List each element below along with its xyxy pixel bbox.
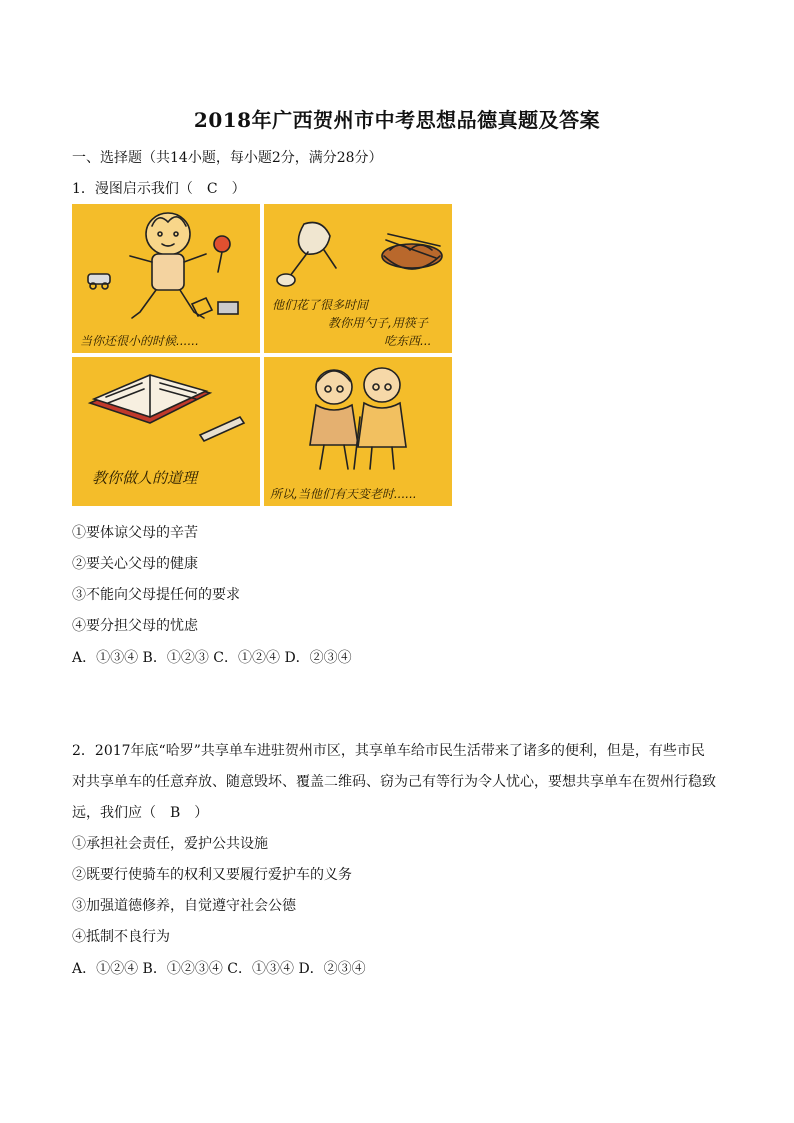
panel1-caption: 当你还很小的时候...... [80, 334, 199, 348]
question-1-option-3: ③不能向父母提任何的要求 [72, 587, 240, 603]
panel4-caption: 所以,当他们有天变老时...... [270, 487, 417, 501]
question-2-option-2: ②既要行使骑车的权利又要履行爱护车的义务 [72, 867, 352, 883]
comic-panel-elderly [264, 357, 452, 506]
question-2-stem-line-1: 2．2017年底“哈罗”共享单车进驻贺州市区，其享单车给市民生活带来了诸多的便利，但是，有些市民 [72, 743, 705, 759]
question-1-stem: 1．漫图启示我们（ C ） [72, 181, 246, 197]
question-1-choices: A．①③④ B．①②③ C．①②④ D．②③④ [72, 650, 352, 666]
section-heading: 一、选择题（共14小题，每小题2分，满分28分） [72, 150, 383, 166]
page-title: 2018年广西贺州市中考思想品德真题及答案 [193, 108, 601, 132]
panel2-caption-line1: 他们花了很多时间 [272, 298, 369, 312]
elderly-couple-drawing [264, 357, 452, 506]
comic-panel-spoon [264, 204, 452, 353]
question-2-option-3: ③加强道德修养，自觉遵守社会公德 [72, 898, 296, 914]
comic-panel-book [72, 357, 260, 506]
question-2-option-4: ④抵制不良行为 [72, 929, 170, 945]
question-1-option-1: ①要体谅父母的辛苦 [72, 525, 198, 541]
baby-drawing [72, 204, 260, 353]
comic-strip [72, 204, 452, 506]
panel2-caption-line2: 教你用勺子,用筷子 [328, 316, 428, 330]
question-2-choices: A．①②④ B．①②③④ C．①③④ D．②③④ [72, 961, 366, 977]
question-1-option-2: ②要关心父母的健康 [72, 556, 198, 572]
panel3-caption: 教你做人的道理 [92, 469, 198, 487]
question-2-option-1: ①承担社会责任，爱护公共设施 [72, 836, 268, 852]
question-2-stem-line-2: 对共享单车的任意弃放、随意毁坏、覆盖二维码、窃为己有等行为令人忧心，要想共享单车在贺州行稳致 [72, 774, 716, 790]
question-2-stem-line-3: 远，我们应（ B ） [72, 805, 209, 821]
panel2-caption-line3: 吃东西... [384, 334, 432, 348]
question-1-option-4: ④要分担父母的忧虑 [72, 618, 198, 634]
comic-panel-baby [72, 204, 260, 353]
